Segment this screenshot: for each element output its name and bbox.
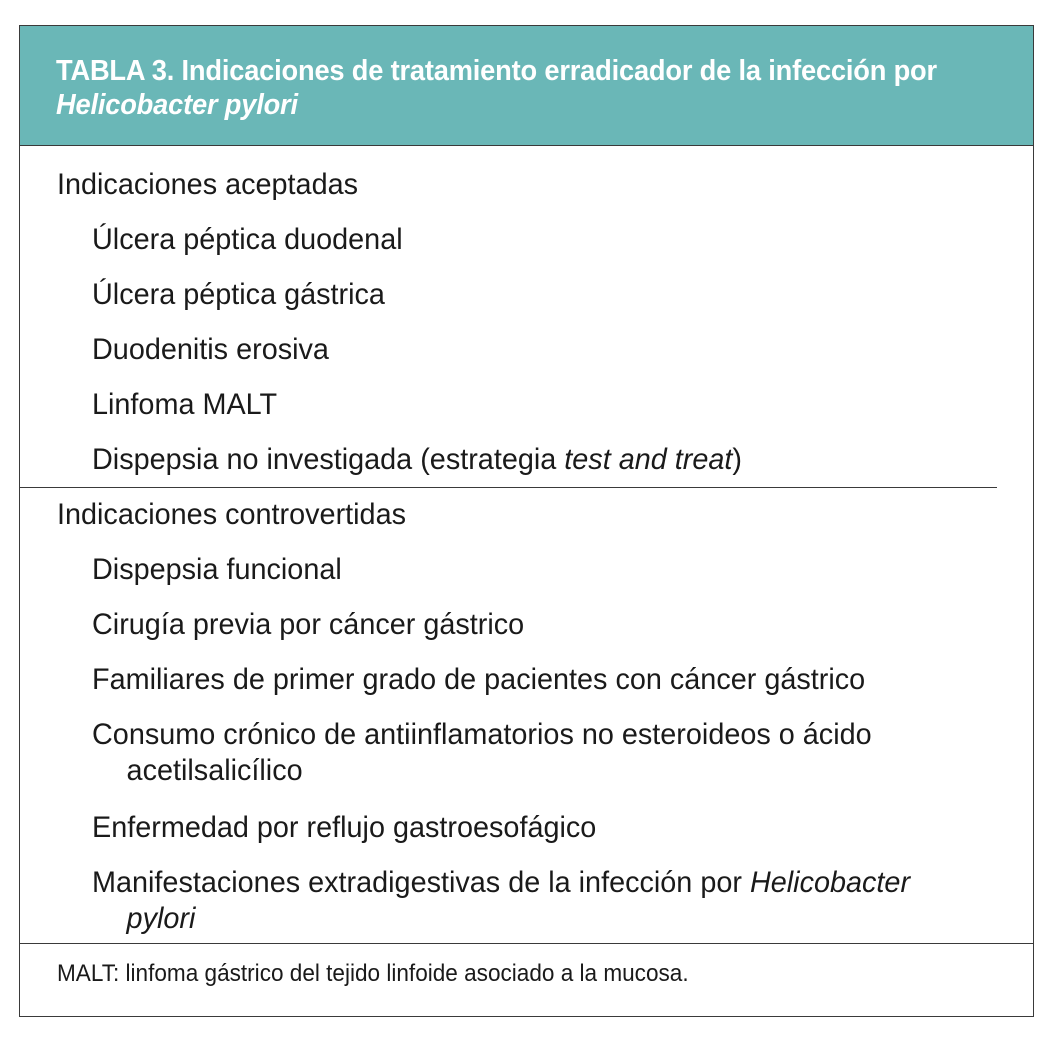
controversial-item-5: Enfermedad por reflujo gastroesofágico <box>92 811 597 844</box>
accepted-item-1: Úlcera péptica duodenal <box>92 223 403 256</box>
controversial-item-4-line1: Consumo crónico de antiinflamatorios no esteroideos o ácido <box>92 718 872 751</box>
controversial-item-4-line2: acetilsalicílico <box>126 754 303 787</box>
controversial-item-6 <box>92 865 910 937</box>
controversial-item-6-text: Manifestaciones extradigestivas de la infección por <box>92 866 750 899</box>
accepted-item-2: Úlcera péptica gástrica <box>92 278 385 311</box>
table-3 <box>19 25 1034 1017</box>
accepted-item-5-end: ) <box>732 443 742 476</box>
table-header <box>20 26 1033 146</box>
controversial-heading: Indicaciones controvertidas <box>57 498 406 531</box>
accepted-item-4: Linfoma MALT <box>92 388 278 421</box>
accepted-item-3: Duodenitis erosiva <box>92 333 329 366</box>
controversial-item-4 <box>92 717 872 789</box>
controversial-item-1: Dispepsia funcional <box>92 553 342 586</box>
controversial-item-3: Familiares de primer grado de pacientes con cáncer gástrico <box>92 663 866 696</box>
controversial-item-2: Cirugía previa por cáncer gástrico <box>92 608 525 641</box>
table-footnote: MALT: linfoma gástrico del tejido linfoide asociado a la mucosa. <box>57 960 689 987</box>
accepted-item-5-text: Dispepsia no investigada (estrategia <box>92 443 565 476</box>
controversial-item-6-italic2: pylori <box>126 902 196 935</box>
accepted-item-5-italic: test and treat <box>564 443 733 476</box>
footer-divider <box>20 943 1033 944</box>
section-divider <box>20 487 997 488</box>
table-title <box>56 54 940 122</box>
accepted-heading: Indicaciones aceptadas <box>57 168 359 201</box>
controversial-item-6-italic1: Helicobacter <box>749 866 911 899</box>
table-title-text: TABLA 3. Indicaciones de tratamiento erradicador de la infección por <box>56 55 937 87</box>
accepted-item-5 <box>92 442 742 478</box>
table-title-italic: Helicobacter pylori <box>56 89 298 121</box>
